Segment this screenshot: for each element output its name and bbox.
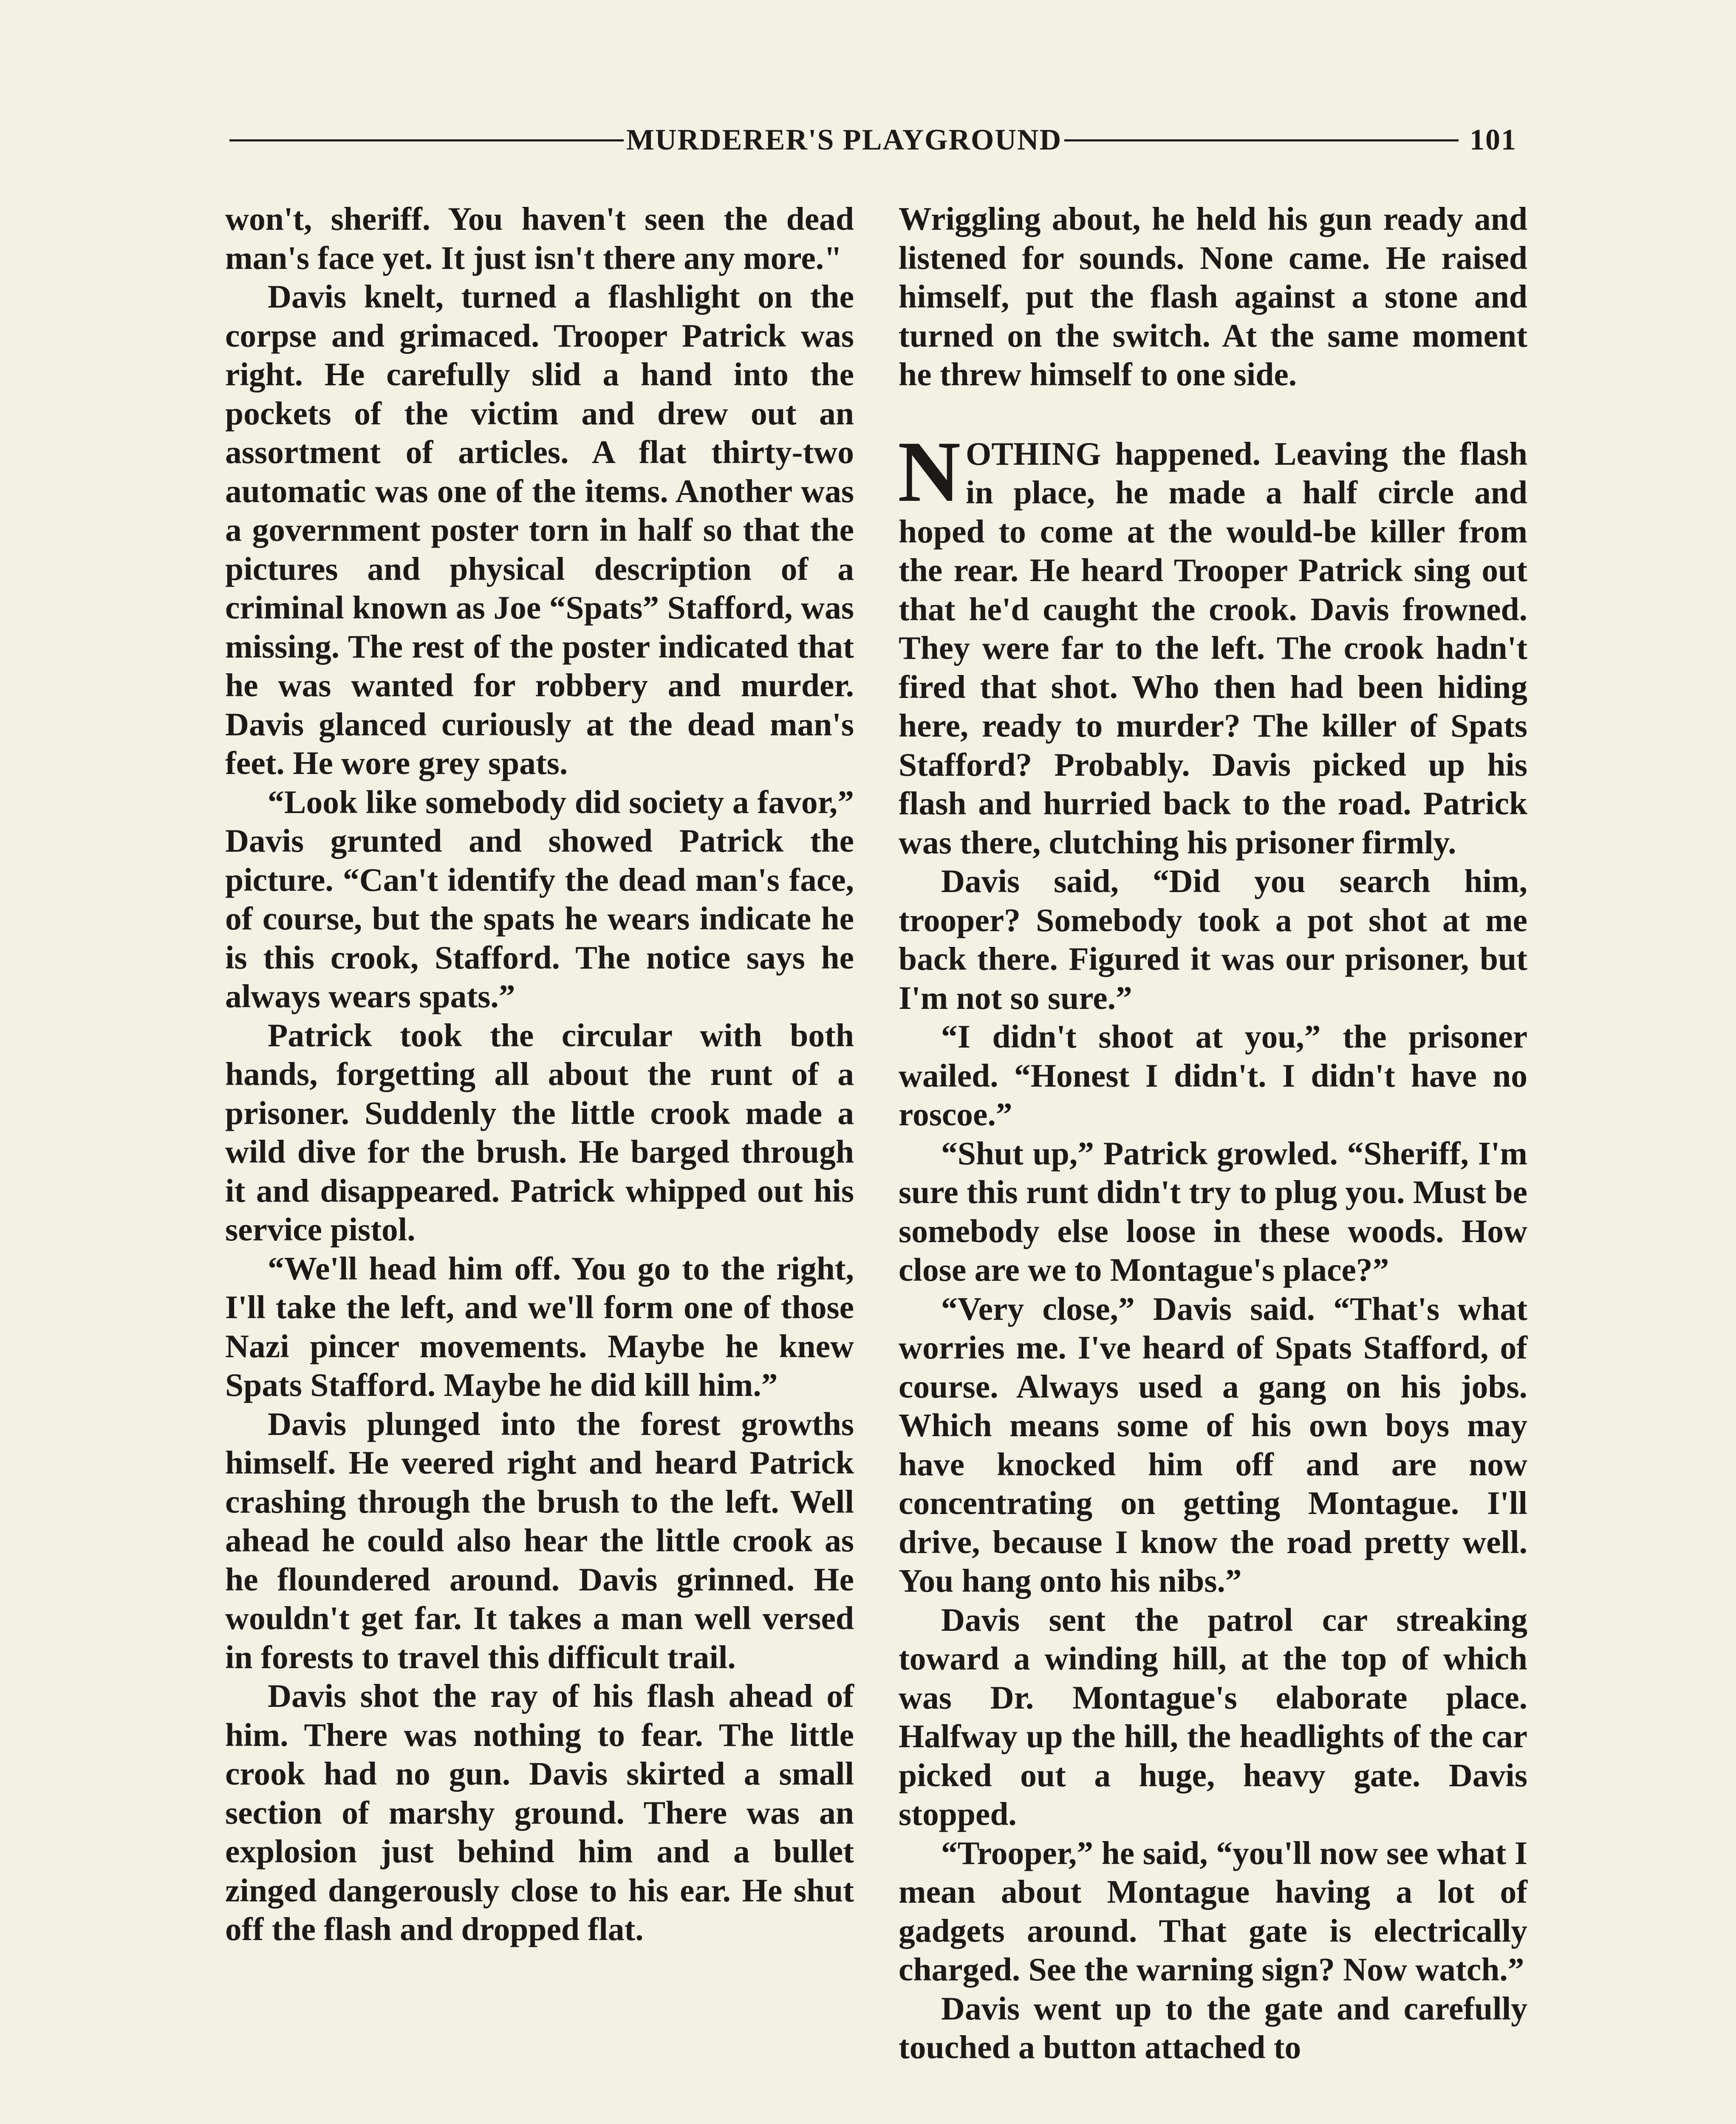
paragraph: Davis said, “Did you search him, trooper? Somebody took a pot shot at me back there. Figured it was our prisoner, but I'm not so sure.” xyxy=(899,863,1527,1016)
section-lead-text: OTHING happened. Leaving the flash in place, he made a half circle and hoped to come at the would-be killer from the rear. He heard Trooper Patrick sing out that he'd caught the crook. Davis frowned. They were far to the left. The crook hadn't fired that shot. Who then had been hiding here, ready to murder? The killer of Spats Stafford? Probably. Davis picked up his flash and hurried back to the road. Patrick was there, clutching his prisoner firmly. xyxy=(899,435,1527,861)
paragraph: Davis went up to the gate and carefully touched a button attached to xyxy=(899,1990,1527,2065)
paragraph: “I didn't shoot at you,” the prisoner wailed. “Honest I didn't. I didn't have no roscoe.” xyxy=(899,1018,1527,1133)
paragraph: Davis plunged into the forest growths himself. He veered right and heard Patrick crashing through the brush to the left. Well ahead he could also hear the little crook as he floundered around. Davis grinned. He wouldn't get far. It takes a man well versed in forests to travel this difficult trail. xyxy=(225,1405,854,1675)
story-title: MURDERER'S PLAYGROUND xyxy=(626,124,1062,156)
paragraph: Wriggling about, he held his gun ready and listened for sounds. None came. He raised himself, put the flash against a stone and turned on the switch. At the same moment he threw himself to one side. xyxy=(899,201,1527,393)
paragraph: “Look like somebody did society a favor,” Davis grunted and showed Patrick the picture. “Can't identify the dead man's face, of course, but the spats he wears indicate he is this crook, Stafford. The notice says he always wears spats.” xyxy=(225,783,854,1014)
paragraph: Davis sent the patrol car streaking toward a winding hill, at the top of which was Dr. Montague's elaborate place. Halfway up the hill, the headlights of the car picked out a huge, heavy gate. Davis stopped. xyxy=(899,1601,1527,1832)
section-opening-paragraph xyxy=(898,423,1527,862)
paragraph: won't, sheriff. You haven't seen the dead man's face yet. It just isn't there any more." xyxy=(225,201,854,276)
header-rule-right xyxy=(1064,139,1459,141)
header-rule-left xyxy=(229,139,624,141)
right-column xyxy=(899,200,1527,2067)
paragraph: “Shut up,” Patrick growled. “Sheriff, I'm sure this runt didn't try to plug you. Must be somebody else loose in these woods. How close are we to Montague's place?” xyxy=(899,1135,1527,1288)
drop-cap: N xyxy=(898,423,961,520)
paragraph: “Trooper,” he said, “you'll now see what I mean about Montague having a lot of gadgets around. That gate is electrically charged. See the warning sign? Now watch.” xyxy=(899,1834,1527,1988)
paragraph: “Very close,” Davis said. “That's what worries me. I've heard of Spats Stafford, of course. Always used a gang on his jobs. Which means some of his own boys may have knocked him off and are now concentrating on getting Montague. I'll drive, because I know the road pretty well. You hang onto his nibs.” xyxy=(899,1290,1527,1599)
paragraph: Davis knelt, turned a flashlight on the corpse and grimaced. Trooper Patrick was right. He carefully slid a hand into the pockets of the victim and drew out an assortment of articles. A flat thirty-two automatic was one of the items. Another was a government poster torn in half so that the pictures and physical description of a criminal known as Joe “Spats” Stafford, was missing. The rest of the poster indicated that he was wanted for robbery and murder. Davis glanced curiously at the dead man's feet. He wore grey spats. xyxy=(225,278,854,781)
running-head xyxy=(229,115,1517,166)
left-column xyxy=(225,200,854,1949)
paragraph: Patrick took the circular with both hands, forgetting all about the runt of a prisoner. Suddenly the little crook made a wild dive for the brush. He barged through it and disappeared. Patrick whipped out his service pistol. xyxy=(225,1017,854,1248)
page-number: 101 xyxy=(1470,124,1517,156)
paragraph: “We'll head him off. You go to the right, I'll take the left, and we'll form one of those Nazi pincer movements. Maybe he knew Spats Stafford. Maybe he did kill him.” xyxy=(225,1250,854,1403)
paragraph: Davis shot the ray of his flash ahead of him. There was nothing to fear. The little crook had no gun. Davis skirted a small section of marshy ground. There was an explosion just behind him and a bullet zinged dangerously close to his ear. He shut off the flash and dropped flat. xyxy=(225,1678,854,1947)
